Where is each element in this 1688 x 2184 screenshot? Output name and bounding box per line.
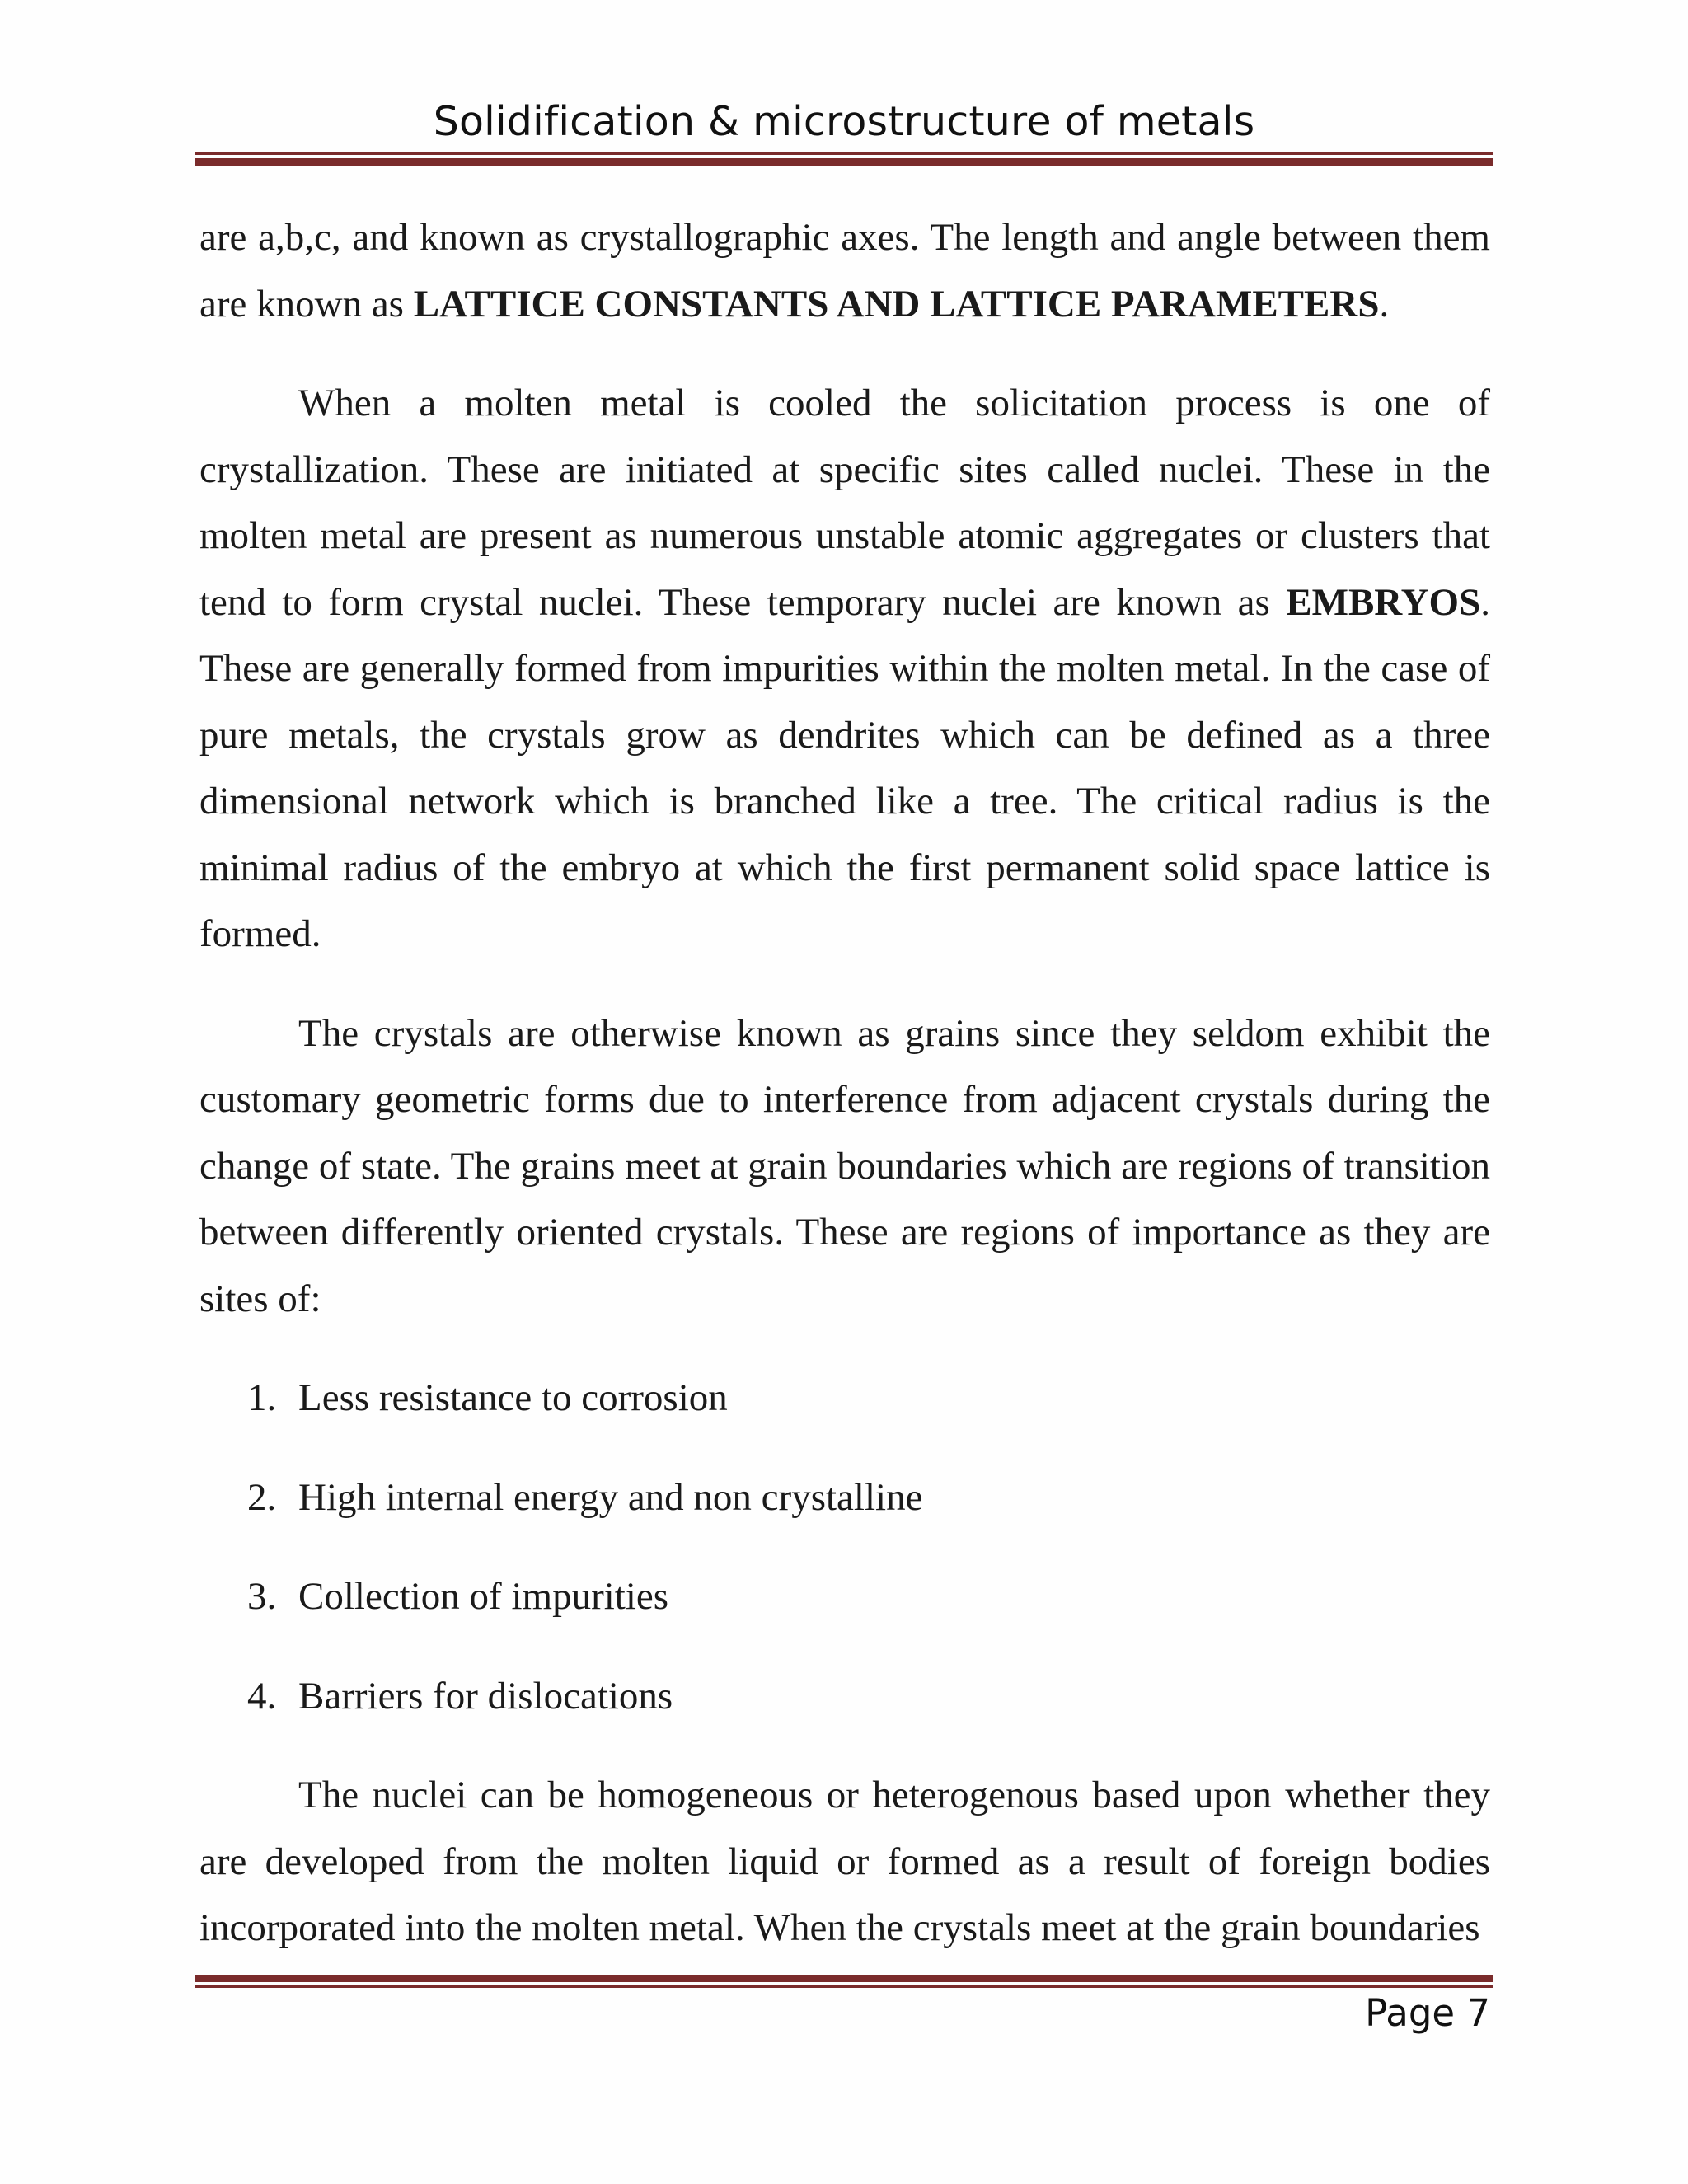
footer-divider <box>195 1975 1493 1988</box>
list-item-number: 4. <box>247 1674 277 1718</box>
paragraph-text: . <box>1379 282 1390 326</box>
footer-divider-thin-line <box>195 1985 1493 1988</box>
list-item-text: High internal energy and non crystalline <box>298 1475 923 1519</box>
paragraph-text: The crystals are otherwise known as grains since they seldom exhibit the customary geometric forms due to interference from adjacent crystals during the change of state. The grains meet at grain boundaries which are regions of transition between differently oriented crystals. These are regions of importance as they are sites of: <box>199 1011 1490 1320</box>
grain-boundary-sites-list <box>199 1365 1490 1729</box>
list-item <box>199 1563 1490 1630</box>
bold-term-lattice-constants: LATTICE CONSTANTS AND LATTICE PARAMETERS <box>413 282 1380 326</box>
list-item-number: 2. <box>247 1475 277 1519</box>
paragraph-nuclei <box>199 1762 1490 1961</box>
page-number: Page 7 <box>1365 1991 1490 2035</box>
list-item-text: Barriers for dislocations <box>298 1674 673 1718</box>
list-item-number: 3. <box>247 1575 277 1618</box>
list-item <box>199 1663 1490 1730</box>
header-divider <box>195 152 1493 166</box>
paragraph-text: The nuclei can be homogeneous or heterogenous based upon whether they are developed from the molten liquid or formed as a result of foreign bodies incorporated into the molten metal. When the crystals meet at the grain boundaries <box>199 1774 1490 1949</box>
list-item <box>199 1365 1490 1432</box>
header-divider-thick-line <box>195 158 1493 166</box>
list-item <box>199 1465 1490 1531</box>
list-item-text: Less resistance to corrosion <box>298 1376 728 1419</box>
paragraph-text: are a,b,c, and known as crystallographic axes. The length and angle between them are known as <box>199 216 1490 326</box>
page-header-title: Solidification & microstructure of metals <box>433 98 1255 145</box>
list-item-text: Collection of impurities <box>298 1575 669 1618</box>
footer-divider-thick-line <box>195 1975 1493 1982</box>
paragraph-lattice-constants <box>199 204 1490 337</box>
paragraph-text: . These are generally formed from impurities within the molten metal. In the case of pure metals, the crystals grow as dendrites which can be defined as a three dimensional network which is branched like a tree. The critical radius is the minimal radius of the embryo at which the first permanent solid space lattice is formed. <box>199 580 1490 955</box>
paragraph-text: When a molten metal is cooled the solicitation process is one of crystallization. These are initiated at specific sites called nuclei. These in the molten metal are present as numerous unstable atomic aggregates or clusters that tend to form crystal nuclei. These temporary nuclei are known as <box>199 382 1490 624</box>
page-body <box>199 204 1490 1961</box>
paragraph-grains <box>199 1001 1490 1333</box>
paragraph-crystallization <box>199 370 1490 968</box>
bold-term-embryos: EMBRYOS <box>1286 580 1481 624</box>
list-item-number: 1. <box>247 1376 277 1419</box>
